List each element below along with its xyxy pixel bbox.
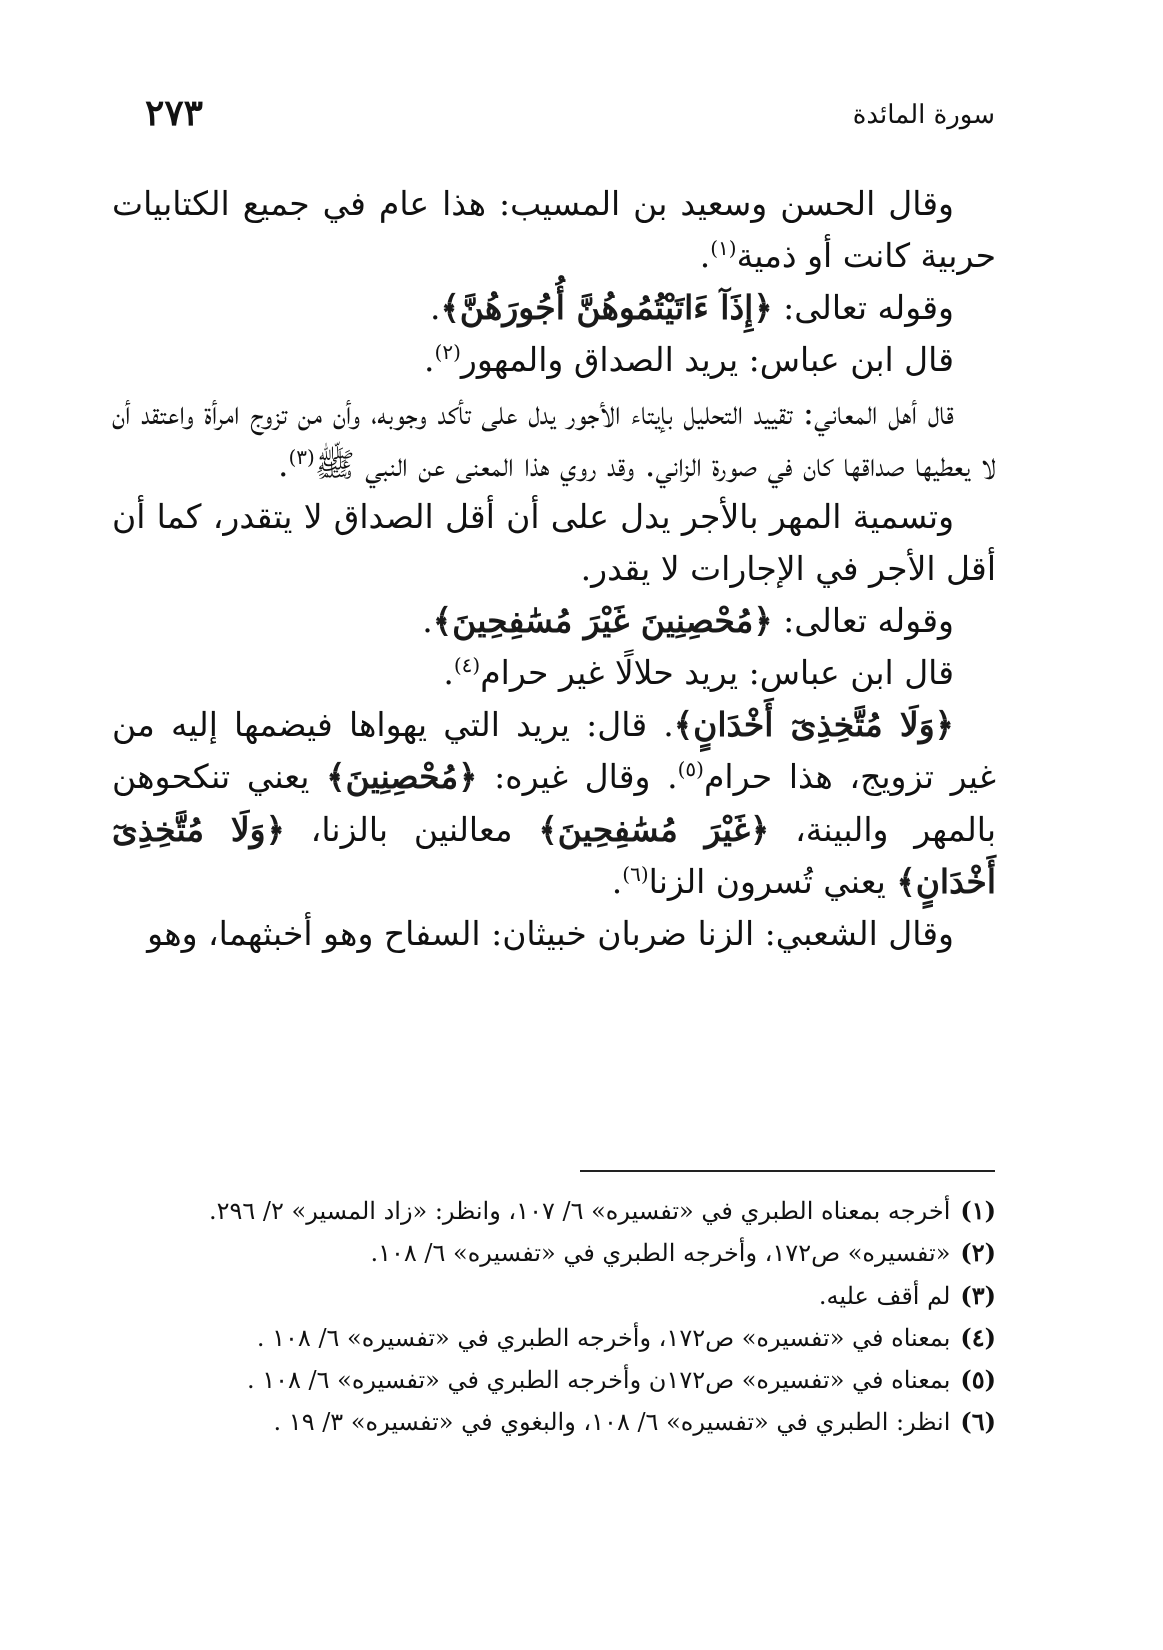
paragraph-text: يعني تُسرون الزنا xyxy=(648,861,897,901)
quran-verse: ﴿مُحْصِنِينَ﴾ xyxy=(326,757,478,797)
paragraph-9 xyxy=(112,908,996,960)
paragraph-text: وقوله تعالى: xyxy=(772,288,954,328)
footnote-ref-2[interactable]: (٢) xyxy=(434,340,461,365)
paragraph-4 xyxy=(112,387,996,491)
paragraph-3 xyxy=(112,334,996,386)
paragraph-5 xyxy=(112,491,996,595)
footnote-5 xyxy=(130,1359,996,1401)
footnote-text: انظر: الطبري في «تفسيره» ٦/ ١٠٨، والبغوي في «تفسيره» ٣/ ١٩ . xyxy=(273,1408,951,1437)
footnote-text: أخرجه بمعناه الطبري في «تفسيره» ٦/ ١٠٧، وانظر: «زاد المسير» ٢/ ٢٩٦. xyxy=(208,1197,951,1225)
paragraph-text: قال ابن عباس: يريد الصداق والمهور xyxy=(460,340,954,380)
footnote-3 xyxy=(130,1275,996,1317)
footnote-number: (٢) xyxy=(960,1238,996,1268)
paragraph-text: . وقال غيره: xyxy=(477,757,678,797)
punctuation: . xyxy=(424,340,435,380)
paragraph-text: وقال الشعبي: الزنا ضربان خبيثان: السفاح وهو أخبثهما، وهو xyxy=(147,913,954,953)
punctuation: . xyxy=(611,861,623,901)
paragraph-1 xyxy=(112,178,996,282)
punctuation: . xyxy=(443,653,454,693)
paragraph-text: . قال: يريد التي يهواها فيضمها إليه من غير تزويج، هذا حرام xyxy=(112,705,996,797)
surah-title: سورة المائدة xyxy=(852,100,995,130)
paragraph-text: معالنين بالزنا، xyxy=(284,809,539,849)
quran-verse: ﴿وَلَا مُتَّخِذِىٓ أَخْدَانٍ﴾ xyxy=(112,809,996,901)
quran-verse: ﴿مُحْصِنِينَ غَيْرَ مُسَٰفِحِينَ﴾ xyxy=(432,601,773,640)
footnote-ref-6[interactable]: (٦) xyxy=(622,861,649,886)
footnote-ref-3[interactable]: (٣) xyxy=(288,444,315,469)
punctuation: . xyxy=(699,236,711,276)
paragraph-text: قال أهل المعاني: تقييد التحليل بإيتاء الأجور يدل على تأكد وجوبه، وأن من تزوج امرأة واعتقد أن لا يعطيها صداقها كان في صورة الزاني. وقد روي هذا المعنى عن النبي ﷺ xyxy=(112,392,996,484)
footnote-2 xyxy=(130,1232,996,1274)
footnote-number: (٦) xyxy=(960,1407,996,1437)
footnote-ref-4[interactable]: (٤) xyxy=(453,653,481,678)
paragraph-7 xyxy=(112,647,996,699)
paragraph-text: وقوله تعالى: xyxy=(772,601,954,640)
footnotes xyxy=(130,1190,996,1444)
footnote-number: (٣) xyxy=(960,1280,996,1310)
footnote-text: بمعناه في «تفسيره» ص١٧٢، وأخرجه الطبري في «تفسيره» ٦/ ١٠٨ . xyxy=(256,1323,951,1352)
quran-verse: ﴿وَلَا مُتَّخِذِىٓ أَخْدَانٍ﴾ xyxy=(673,705,954,745)
footnote-ref-5[interactable]: (٥) xyxy=(677,757,704,782)
paragraph-6 xyxy=(112,595,996,647)
paragraph-2 xyxy=(112,282,996,334)
footnote-text: لم أقف عليه. xyxy=(818,1281,951,1310)
paragraph-text: يعني تنكحوهن بالمهر والبينة، xyxy=(112,757,996,849)
punctuation: . xyxy=(429,288,441,328)
paragraph-text: وقال الحسن وسعيد بن المسيب: هذا عام في جميع الكتابيات حربية كانت أو ذمية xyxy=(112,184,996,276)
punctuation: . xyxy=(277,444,289,484)
footnote-4 xyxy=(130,1317,996,1359)
footnote-ref-1[interactable]: (١) xyxy=(710,236,737,261)
footnote-number: (١) xyxy=(960,1196,996,1225)
footnote-divider xyxy=(580,1170,995,1172)
footnote-text: «تفسيره» ص١٧٢، وأخرجه الطبري في «تفسيره» ٦/ ١٠٨. xyxy=(370,1239,951,1268)
footnote-text: بمعناه في «تفسيره» ص١٧٢ن وأخرجه الطبري في «تفسيره» ٦/ ١٠٨ . xyxy=(246,1366,951,1395)
footnote-number: (٤) xyxy=(960,1322,996,1352)
footnote-6 xyxy=(130,1401,996,1443)
footnote-number: (٥) xyxy=(960,1365,996,1395)
page-number: ٢٧٣ xyxy=(145,92,204,134)
paragraph-text: وتسمية المهر بالأجر يدل على أن أقل الصداق لا يتقدر، كما أن أقل الأجر في الإجارات لا يقدر. xyxy=(112,496,996,588)
main-text xyxy=(112,178,996,960)
footnote-1 xyxy=(130,1190,996,1232)
punctuation: . xyxy=(422,601,433,640)
paragraph-text: قال ابن عباس: يريد حلالًا غير حرام xyxy=(480,653,954,693)
quran-verse: ﴿غَيْرَ مُسَٰفِحِينَ﴾ xyxy=(538,809,770,849)
page-header xyxy=(145,92,995,142)
quran-verse: ﴿إِذَآ ءَاتَيْتُمُوهُنَّ أُجُورَهُنَّ﴾ xyxy=(440,288,773,328)
paragraph-8 xyxy=(112,699,996,908)
